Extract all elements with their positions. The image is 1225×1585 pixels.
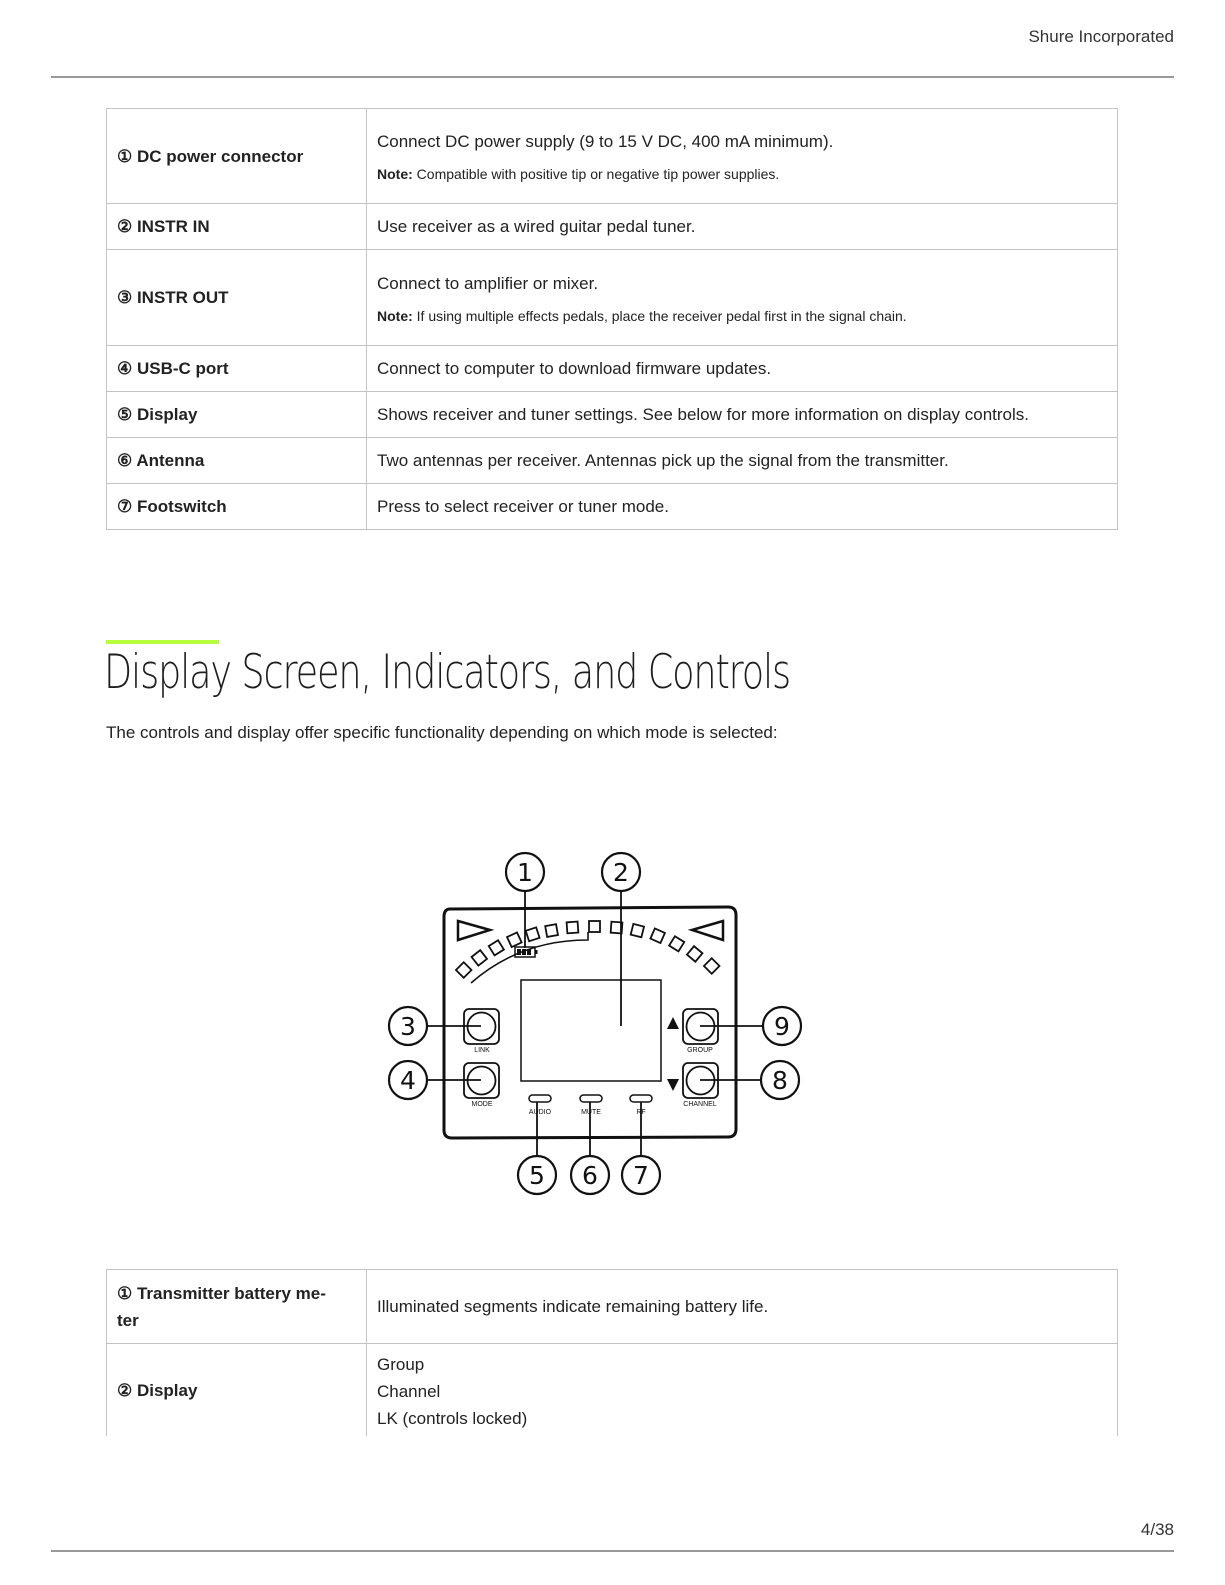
section-intro: The controls and display offer specific functionality depending on which mode is selected: xyxy=(106,723,778,742)
callout-number: 1 xyxy=(517,858,533,887)
row-description: Shows receiver and tuner settings. See below for more information on display controls. xyxy=(367,392,1118,438)
table-row xyxy=(107,109,1118,204)
row-description xyxy=(367,1344,1118,1436)
audio-label: AUDIO xyxy=(528,1109,552,1116)
row-desc-text: Connect to amplifier or mixer. xyxy=(377,273,599,293)
channel-label: CHANNEL xyxy=(683,1101,717,1108)
right-triangle-icon xyxy=(458,921,490,940)
row-desc-text: Connect DC power supply (9 to 15 V DC, 400 mA minimum). xyxy=(377,132,834,151)
note-text: Compatible with positive tip or negative tip power supplies. xyxy=(416,166,780,182)
row-note xyxy=(377,306,1107,326)
row-term xyxy=(107,1270,367,1344)
row-term: ② Display xyxy=(107,1344,367,1436)
table-row xyxy=(107,346,1118,392)
display-screen xyxy=(521,980,661,1081)
row-term: ⑦ Footswitch xyxy=(107,484,367,530)
note-label: Note: xyxy=(377,166,413,182)
list-item: Group xyxy=(377,1355,425,1374)
row-description xyxy=(367,250,1118,346)
callout-number: 3 xyxy=(400,1012,416,1041)
row-term: ⑤ Display xyxy=(107,392,367,438)
section-title: Display Screen, Indicators, and Controls xyxy=(104,645,790,700)
table-row xyxy=(107,204,1118,250)
rf-label: RF xyxy=(636,1109,646,1116)
list-item: LK (controls locked) xyxy=(377,1409,528,1428)
callout-number: 7 xyxy=(633,1161,649,1190)
table-row xyxy=(107,250,1118,346)
list-item: Channel xyxy=(377,1382,441,1401)
callout-number: 4 xyxy=(400,1066,416,1095)
left-triangle-icon xyxy=(692,921,723,940)
down-arrow-icon xyxy=(667,1079,679,1091)
callout-number: 5 xyxy=(529,1161,545,1190)
note-text: If using multiple effects pedals, place the receiver pedal first in the signal chain. xyxy=(416,307,907,324)
row-term: ② INSTR IN xyxy=(107,204,367,250)
note-label: Note: xyxy=(377,307,413,324)
row-term: ③ INSTR OUT xyxy=(107,250,367,346)
company-name: Shure Incorporated xyxy=(1028,27,1174,46)
row-term: ④ USB-C port xyxy=(107,346,367,392)
row-description: Two antennas per receiver. Antennas pick up the signal from the transmitter. xyxy=(367,438,1118,484)
row-term-line: ① Transmitter battery me- xyxy=(117,1283,326,1303)
row-term: ⑥ Antenna xyxy=(107,438,367,484)
row-term-line: ter xyxy=(117,1310,139,1330)
header-divider xyxy=(51,76,1174,78)
row-description: Press to select receiver or tuner mode. xyxy=(367,484,1118,530)
rf-led xyxy=(630,1095,652,1102)
table-row xyxy=(107,392,1118,438)
footer-divider xyxy=(51,1550,1174,1552)
battery-meter-segments xyxy=(456,921,720,978)
row-note xyxy=(377,164,1107,184)
row-description: Connect to computer to download firmware updates. xyxy=(367,346,1118,392)
mute-label: MUTE xyxy=(581,1109,601,1116)
table-row xyxy=(107,438,1118,484)
up-arrow-icon xyxy=(667,1017,679,1029)
table-row xyxy=(107,484,1118,530)
connector-table xyxy=(106,108,1118,530)
battery-icon xyxy=(515,947,538,957)
callout-number: 6 xyxy=(582,1161,598,1190)
link-label: LINK xyxy=(474,1047,490,1054)
group-label: GROUP xyxy=(687,1047,713,1054)
mode-label: MODE xyxy=(471,1101,493,1108)
section-accent-bar xyxy=(106,640,219,644)
table-row xyxy=(107,1270,1118,1344)
callout-number: 8 xyxy=(772,1066,788,1095)
audio-led xyxy=(529,1095,551,1102)
callout-number: 9 xyxy=(774,1012,790,1041)
mute-led xyxy=(580,1095,602,1102)
row-description xyxy=(367,109,1118,204)
table-row xyxy=(107,1344,1118,1436)
display-controls-table xyxy=(106,1269,1118,1436)
page-number: 4/38 xyxy=(1140,1520,1174,1539)
callout-number: 2 xyxy=(613,858,629,887)
row-description: Illuminated segments indicate remaining battery life. xyxy=(367,1270,1118,1344)
row-description: Use receiver as a wired guitar pedal tuner. xyxy=(367,204,1118,250)
display-controls-diagram xyxy=(380,848,820,1198)
row-term: ① DC power connector xyxy=(107,109,367,204)
